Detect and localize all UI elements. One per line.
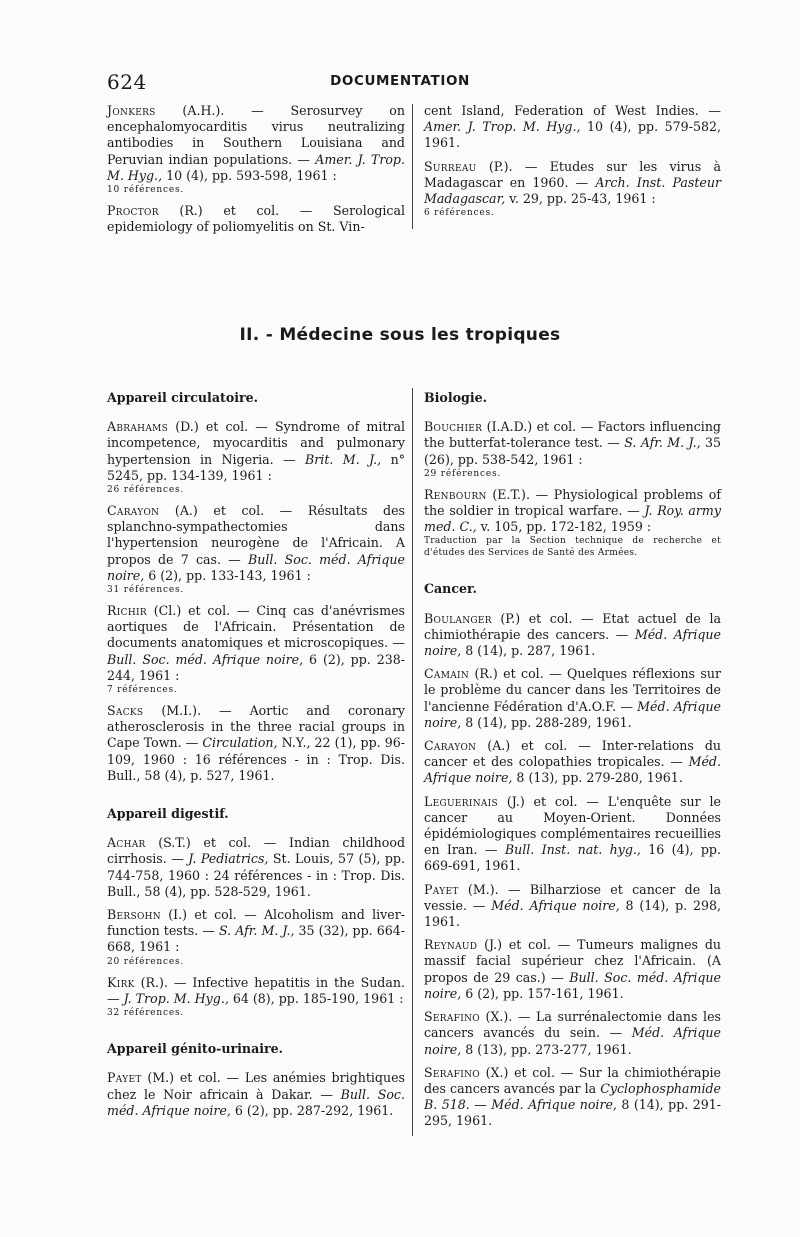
- reference-author: Camain: [424, 666, 470, 682]
- reference-author: Jonkers: [107, 103, 156, 118]
- reference-journal: S. Afr. M. J.,: [624, 435, 701, 451]
- reference-entry: [424, 487, 721, 560]
- reference-title: (Cl.) et col. — Cinq cas d'anévrismes aortiques de l'Africain. Présentation de documents anatomiques et microscopiques. —: [107, 603, 405, 651]
- reference-author: Achar: [107, 835, 146, 851]
- reference-journal: Bull. Soc. méd. Afrique noire,: [107, 1086, 405, 1118]
- reference-title: (M.) et col. — Les anémies brightiques chez le Noir africain à Dakar. —: [107, 1070, 405, 1102]
- reference-author: Bouchier: [424, 419, 483, 435]
- section-heading: Appareil digestif.: [107, 806, 229, 822]
- reference-details: 35 (26), pp. 538-542, 1961 :: [424, 435, 722, 467]
- reference-journal: Bull. Soc. méd. Afrique noire,: [107, 551, 406, 583]
- reference-details: 6 (2), pp. 133-143, 1961 :: [144, 567, 311, 583]
- reference-entry: [424, 937, 721, 1002]
- reference-details: 6 (2), pp. 238-244, 1961 :: [107, 651, 405, 683]
- reference-note: 10 références.: [107, 185, 185, 196]
- reference-details: 8 (14), p. 287, 1961.: [461, 643, 596, 659]
- reference-note: 7 références.: [107, 685, 178, 696]
- reference-author: Abrahams: [107, 419, 169, 435]
- reference-journal: Amer. J. Trop. M. Hyg.,: [107, 151, 405, 183]
- reference-author: Bersohn: [107, 907, 161, 923]
- reference-journal: J. Roy. army med. C.,: [424, 503, 721, 535]
- reference-journal: Bull. Inst. nat. hyg.,: [504, 842, 641, 858]
- reference-note: Traduction par la Section technique de recherche et d'études des Services de Santé des Armées.: [424, 536, 721, 559]
- reference-entry: [107, 419, 405, 496]
- reference-details: 64 (8), pp. 185-190, 1961 :: [228, 990, 404, 1006]
- reference-journal: Circulation,: [202, 735, 278, 751]
- reference-note: 32 références.: [107, 1008, 185, 1019]
- reference-note: 20 références.: [107, 956, 185, 967]
- column-divider-main: [412, 388, 413, 1136]
- section-heading: Biologie.: [424, 390, 487, 405]
- reference-entry: [107, 703, 405, 784]
- reference-title: (D.) et col. — Syndrome of mitral incompetence, myocarditis and pulmonary hypertension in Nigeria. —: [107, 419, 405, 467]
- right-column: [424, 386, 721, 1137]
- reference-title: (J.) et col. — Tumeurs malignes du massif facial supérieur chez l'Africain. (A propos de 29 cas.) —: [424, 937, 721, 985]
- reference-journal: Cyclophosphamide B. 518. — Méd. Afrique noire,: [424, 1080, 721, 1113]
- reference-entry: [424, 159, 721, 220]
- reference-journal: Méd. Afrique noire,: [424, 626, 721, 659]
- reference-details: 8 (13), pp. 279-280, 1961.: [512, 770, 683, 786]
- reference-details: 8 (14), p. 298, 1961.: [424, 897, 722, 930]
- reference-details: 8 (13), pp. 273-277, 1961.: [461, 1041, 632, 1057]
- reference-author: Payet: [424, 881, 459, 897]
- reference-author: Kirk: [107, 974, 135, 990]
- reference-details: 8 (14), pp. 291-295, 1961.: [424, 1097, 721, 1129]
- reference-title: cent Island, Federation of West Indies. —: [424, 103, 721, 118]
- reference-author: Carayon: [107, 503, 160, 519]
- reference-title: (I.A.D.) et col. — Factors influencing the butterfat-tolerance test. —: [424, 419, 721, 451]
- reference-details: 6 (2), pp. 287-292, 1961.: [230, 1102, 394, 1118]
- reference-entry: [424, 794, 721, 875]
- reference-details: 16 (4), pp. 669-691, 1961.: [424, 842, 721, 874]
- top-left-column: [107, 103, 405, 242]
- reference-entry: [424, 1065, 721, 1130]
- reference-entry: [424, 1009, 721, 1058]
- reference-author: Carayon: [424, 738, 477, 754]
- reference-entry: [107, 103, 405, 196]
- reference-note: 6 références.: [424, 208, 495, 219]
- reference-author: Sacks: [107, 703, 144, 719]
- reference-details: 6 (2), pp. 157-161, 1961.: [461, 985, 624, 1001]
- reference-author: Surreau: [424, 158, 477, 174]
- section-heading: Appareil circulatoire.: [107, 390, 259, 405]
- reference-author: Payet: [107, 1070, 142, 1086]
- reference-author: Serafino: [424, 1009, 480, 1025]
- reference-details: St. Louis, 57 (5), pp. 744-758, 1960 : 24 références - in : Trop. Dis. Bull., 58 (4), pp. 528-529, 1961.: [107, 851, 405, 899]
- column-divider-top: [412, 104, 413, 229]
- page-number: 624: [107, 70, 147, 94]
- reference-author: Renbourn: [424, 486, 487, 502]
- reference-title: (X.). — La surrénalectomie dans les cancers avancés du sein. —: [424, 1009, 721, 1041]
- reference-title: (E.T.). — Physiological problems of the soldier in tropical warfare. —: [424, 486, 721, 519]
- reference-journal: Amer. J. Trop. M. Hyg.,: [424, 119, 581, 135]
- reference-entry: [107, 603, 405, 696]
- top-right-column: [424, 103, 721, 226]
- reference-details: v. 105, pp. 172-182, 1959 :: [476, 519, 652, 535]
- reference-details: 10 (4), pp. 579-582, 1961.: [424, 119, 721, 151]
- reference-title: (P.). — Etudes sur les virus à Madagascar en 1960. —: [424, 158, 721, 190]
- section-title: II. - Médecine sous les tropiques: [239, 325, 561, 345]
- reference-title: (X.) et col. — Sur la chimiothérapie des cancers avancés par la: [424, 1064, 721, 1096]
- reference-journal: Arch. Inst. Pasteur Madagascar,: [424, 174, 721, 207]
- reference-title: (P.) et col. — Etat actuel de la chimiothérapie des cancers. —: [424, 610, 721, 642]
- reference-entry: [424, 882, 721, 931]
- reference-journal: Méd. Afrique noire,: [491, 897, 620, 913]
- reference-details: n° 5245, pp. 134-139, 1961 :: [107, 451, 405, 483]
- reference-journal: Méd. Afrique noire,: [424, 698, 722, 730]
- reference-title: (A.H.). — Serosurvey on encephalomyocarditis virus neutralizing antibodies in Southern Louisiana and Peruvian indian populations. —: [107, 103, 405, 167]
- reference-journal: Bull. Soc. méd. Afrique noire,: [107, 651, 304, 667]
- reference-author: Boulanger: [424, 610, 492, 626]
- reference-note: 26 références.: [107, 485, 185, 496]
- reference-details: 35 (32), pp. 664-668, 1961 :: [107, 923, 406, 955]
- reference-details: 10 (4), pp. 593-598, 1961 :: [162, 167, 337, 183]
- reference-author: Leguerinais: [424, 793, 499, 809]
- reference-title: (A.) et col. — Résultats des splanchno-sympathectomies dans l'hypertension neurogène de l'Africain. A propos de 7 cas. —: [107, 503, 405, 567]
- reference-entry: [424, 738, 721, 787]
- reference-title: (R.). — Infective hepatitis in the Sudan. —: [107, 974, 405, 1006]
- reference-author: Proctor: [107, 203, 159, 219]
- section-heading: Cancer.: [424, 581, 477, 597]
- reference-title: (S.T.) et col. — Indian childhood cirrhosis. —: [107, 835, 405, 867]
- reference-entry: [424, 103, 721, 152]
- reference-title: (M.I.). — Aortic and coronary atherosclerosis in the three racial groups in Cape Town. —: [107, 703, 405, 751]
- reference-entry: [424, 666, 721, 731]
- reference-title: (I.) et col. — Alcoholism and liver-function tests. —: [107, 907, 405, 939]
- reference-entry: [107, 1070, 405, 1119]
- reference-entry: [107, 503, 405, 596]
- reference-entry: [424, 419, 721, 480]
- reference-author: Serafino: [424, 1064, 480, 1080]
- reference-entry: [107, 907, 405, 968]
- reference-entry: [107, 203, 405, 235]
- reference-journal: Méd. Afrique noire,: [424, 754, 721, 786]
- reference-details: 8 (14), pp. 288-289, 1961.: [461, 714, 632, 730]
- reference-title: (R.) et col. — Quelques réflexions sur le problème du cancer dans les Territoires de l'ancienne Fédération d'A.O.F. —: [424, 666, 721, 714]
- reference-author: Reynaud: [424, 937, 478, 953]
- reference-journal: Bull. Soc. méd. Afrique noire,: [424, 969, 721, 1001]
- reference-title: (M.). — Bilharziose et cancer de la vessie. —: [424, 881, 721, 913]
- running-title: DOCUMENTATION: [330, 73, 470, 89]
- reference-author: Richir: [107, 603, 147, 619]
- reference-details: v. 29, pp. 25-43, 1961 :: [505, 191, 656, 207]
- reference-entry: [424, 611, 721, 660]
- reference-title: (A.) et col. — Inter-relations du cancer et des colopathies tropicales. —: [424, 738, 721, 770]
- reference-details: N.Y., 22 (1), pp. 96-109, 1960 : 16 références - in : Trop. Dis. Bull., 58 (4), p. 527, 1961.: [107, 735, 406, 783]
- reference-journal: J. Trop. M. Hyg.,: [123, 990, 229, 1006]
- reference-title: (J.) et col. — L'enquête sur le cancer au Moyen-Orient. Données épidémiologiques complémentaires recueillies en Iran. —: [424, 793, 721, 858]
- section-heading: Appareil génito-urinaire.: [107, 1041, 284, 1057]
- reference-note: 31 références.: [107, 585, 185, 596]
- reference-journal: Brit. M. J.,: [305, 451, 382, 467]
- reference-note: 29 références.: [424, 468, 502, 479]
- left-column: [107, 386, 405, 1126]
- reference-entry: [107, 975, 405, 1019]
- reference-title: (R.) et col. — Serological epidemiology of poliomyelitis on St. Vin-: [107, 203, 405, 235]
- reference-journal: S. Afr. M. J.,: [218, 923, 295, 939]
- reference-journal: J. Pediatrics,: [188, 851, 269, 867]
- reference-entry: [107, 835, 405, 900]
- reference-journal: Méd. Afrique noire,: [424, 1025, 721, 1057]
